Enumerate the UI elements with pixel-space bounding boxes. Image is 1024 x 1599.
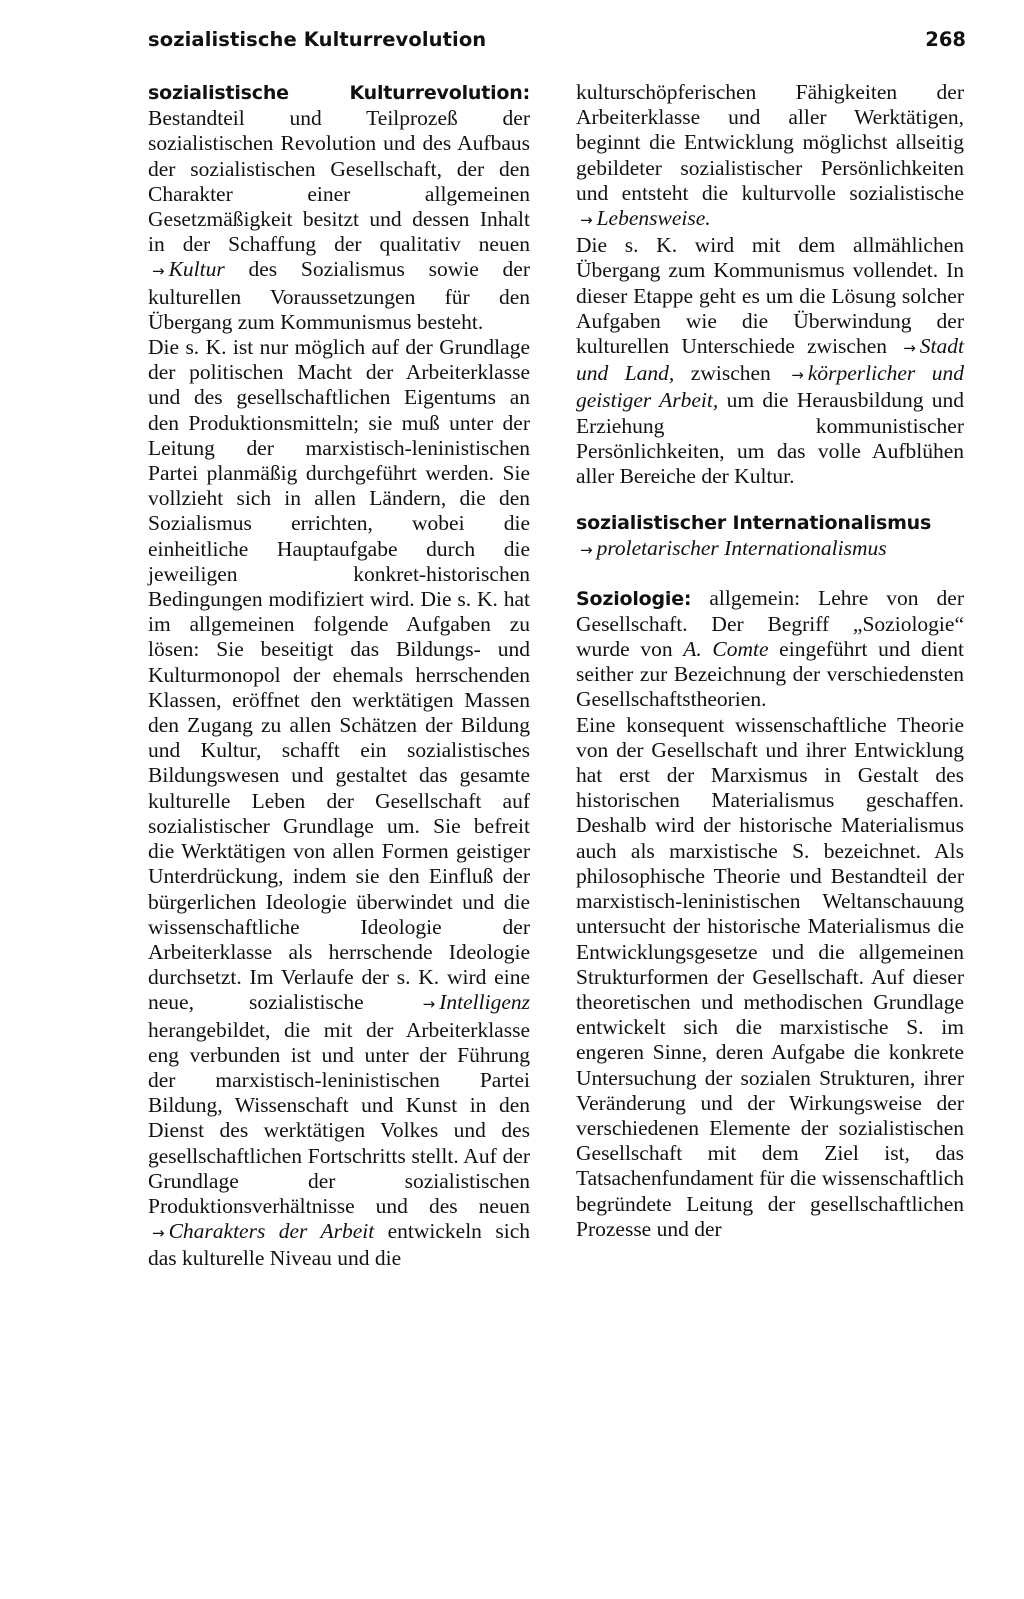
cross-reference-proletarischer-internationalismus[interactable]: proletarischer Internationalismus [596, 536, 887, 561]
body-text: herangebildet, die mit der Arbeiterklasse eng verbunden ist und unter der Führung der marxistisch-leninistischen Partei Bildung, Wissenschaft und Kunst in den Dienst des werktätigen Volkes und des gesellschaftlichen Fortschritts stellt. Auf der Grundlage der sozialistischen Produktionsverhältnisse und des neuen [148, 1017, 530, 1218]
cross-reference-arrow-icon: → [791, 366, 804, 385]
body-text: Bestandteil und Teilprozeß der sozialistischen Revolution und des Aufbaus der sozialistischen Gesellschaft, der den Charakter einer allgemeinen Gesetzmäßigkeit besitzt und dessen Inhalt in der Schaffung der qualitativ neuen [148, 106, 530, 257]
right-column [576, 80, 964, 1242]
body-text: Eine konsequent wissenschaftliche Theorie von der Gesellschaft und ihrer Entwicklung hat erst der Marxismus in Gestalt des historischen Materialismus geschaffen. Deshalb wird der historische Materialismus auch als marxistische S. bezeichnet. Als philosophische Theorie und Bestandteil der marxistisch-leninistischen Weltanschauung untersucht der historische Materialismus die Entwicklungsgesetze und die allgemeinen Strukturformen der Gesellschaft. Auf dieser theoretischen und methodischen Grundlage entwickelt sich die marxistische S. im engeren Sinne, deren Aufgabe die konkrete Untersuchung der sozialen Strukturen, ihrer Veränderung und der Wirkungsweise der verschiedenen Elemente der sozialistischen Gesellschaft mit dem Ziel ist, das Tatsachenfundament für die wissenschaftlich begründete Leitung der gesellschaftlichen Prozesse und der [576, 712, 964, 1241]
entry-headword-kulturrevolution: sozialistische Kulturrevolution: [148, 82, 530, 104]
cross-reference-koerperliche-geistige-arbeit[interactable]: körperlicher und geistiger Arbeit, [576, 361, 965, 413]
body-text: zwischen [690, 361, 771, 386]
body-text: eingeführt und dient seither zur Bezeichnung der verschiedensten Gesellschaftstheorien. [576, 637, 965, 712]
entry-kulturrevolution-paragraph-1 [148, 80, 530, 335]
entry-spacer [576, 564, 964, 586]
cross-reference-arrow-icon: → [580, 541, 593, 560]
cross-reference-lebensweise[interactable]: Lebensweise. [596, 206, 711, 231]
body-text: des Sozialismus sowie der kulturellen Voraussetzungen für den Übergang zum Kommunismus besteht. [148, 257, 530, 334]
entry-headword-internationalismus: sozialistischer Internationalismus [576, 512, 932, 535]
cross-reference-arrow-icon: → [152, 1224, 165, 1243]
left-column [148, 80, 530, 1272]
cross-reference-arrow-icon: → [152, 262, 165, 281]
entry-kulturrevolution-continuation [576, 80, 964, 233]
entry-spacer [576, 489, 964, 511]
body-text: entwickeln sich das kulturelle Niveau und die [148, 1219, 530, 1271]
body-text: Die s. K. ist nur möglich auf der Grundlage der politischen Macht der Arbeiterklasse und des gesellschaftlichen Eigentums an den Produktionsmitteln; sie muß unter der Leitung der marxistisch-leninistischen Partei planmäßig durchgeführt werden. Sie vollzieht sich in allen Ländern, die den Sozialismus errichten, wobei die einheitliche Hauptaufgabe durch die jeweiligen konkret-historischen Bedingungen modifiziert wird. Die s. K. hat im allgemeinen folgende Aufgaben zu lösen: Sie beseitigt das Bildungs- und Kulturmonopol der ehemals herrschenden Klassen, eröffnet den werktätigen Massen den Zugang zu allen Schätzen der Bildung und Kultur, schafft ein sozialistisches Bildungswesen und gestaltet das gesamte kulturelle Leben der Gesellschaft auf sozialistischer Grundlage um. Sie befreit die Werktätigen von allen Formen geistiger Unterdrückung, indem sie den Einfluß der bürgerlichen Ideologie überwindet und die wissenschaftliche Ideologie der Arbeiterklasse als herrschende Ideologie durchsetzt. Im Verlaufe der s. K. wird eine neue, sozialistische [148, 335, 530, 1015]
cross-reference-intelligenz[interactable]: Intelligenz [439, 990, 530, 1015]
entry-kulturrevolution-paragraph-2 [148, 335, 530, 1272]
cross-reference-charakter-der-arbeit[interactable]: Charakters der Arbeit [168, 1219, 375, 1244]
cross-reference-arrow-icon: → [903, 339, 916, 358]
cross-reference-kultur[interactable]: Kultur [168, 257, 225, 282]
person-reference-comte: A. Comte [683, 637, 769, 662]
cross-reference-arrow-icon: → [580, 211, 593, 230]
entry-internationalismus-reference [576, 536, 964, 563]
entry-headword-soziologie: Soziologie: [576, 587, 692, 610]
body-text: um die Herausbildung und Erziehung kommunistischer Persönlichkeiten, um das volle Aufblühen aller Bereiche der Kultur. [576, 388, 965, 489]
cross-reference-stadt-und-land[interactable]: Stadt und Land, [576, 334, 964, 386]
entry-soziologie-paragraph-2 [576, 713, 964, 1242]
entry-soziologie-paragraph-1 [576, 586, 964, 713]
cross-reference-arrow-icon: → [422, 995, 436, 1014]
entry-kulturrevolution-paragraph-3 [576, 233, 964, 489]
body-text: allgemein: Lehre von der Gesellschaft. Der Begriff „Soziologie“ wurde von [576, 585, 965, 662]
body-text: Die s. K. wird mit dem allmählichen Übergang zum Kommunismus vollendet. In dieser Etappe geht es um die Lösung solcher Aufgaben wie die Überwindung der kulturellen Unterschiede zwischen [576, 233, 964, 359]
body-text: kulturschöpferischen Fähigkeiten der Arbeiterklasse und aller Werktätigen, beginnt die Entwicklung möglichst allseitig gebildeter sozialistischer Persönlichkeiten und entsteht die kulturvolle sozialistische [576, 80, 964, 205]
page-number: 268 [925, 28, 966, 51]
running-head: sozialistische Kulturrevolution [148, 28, 487, 51]
